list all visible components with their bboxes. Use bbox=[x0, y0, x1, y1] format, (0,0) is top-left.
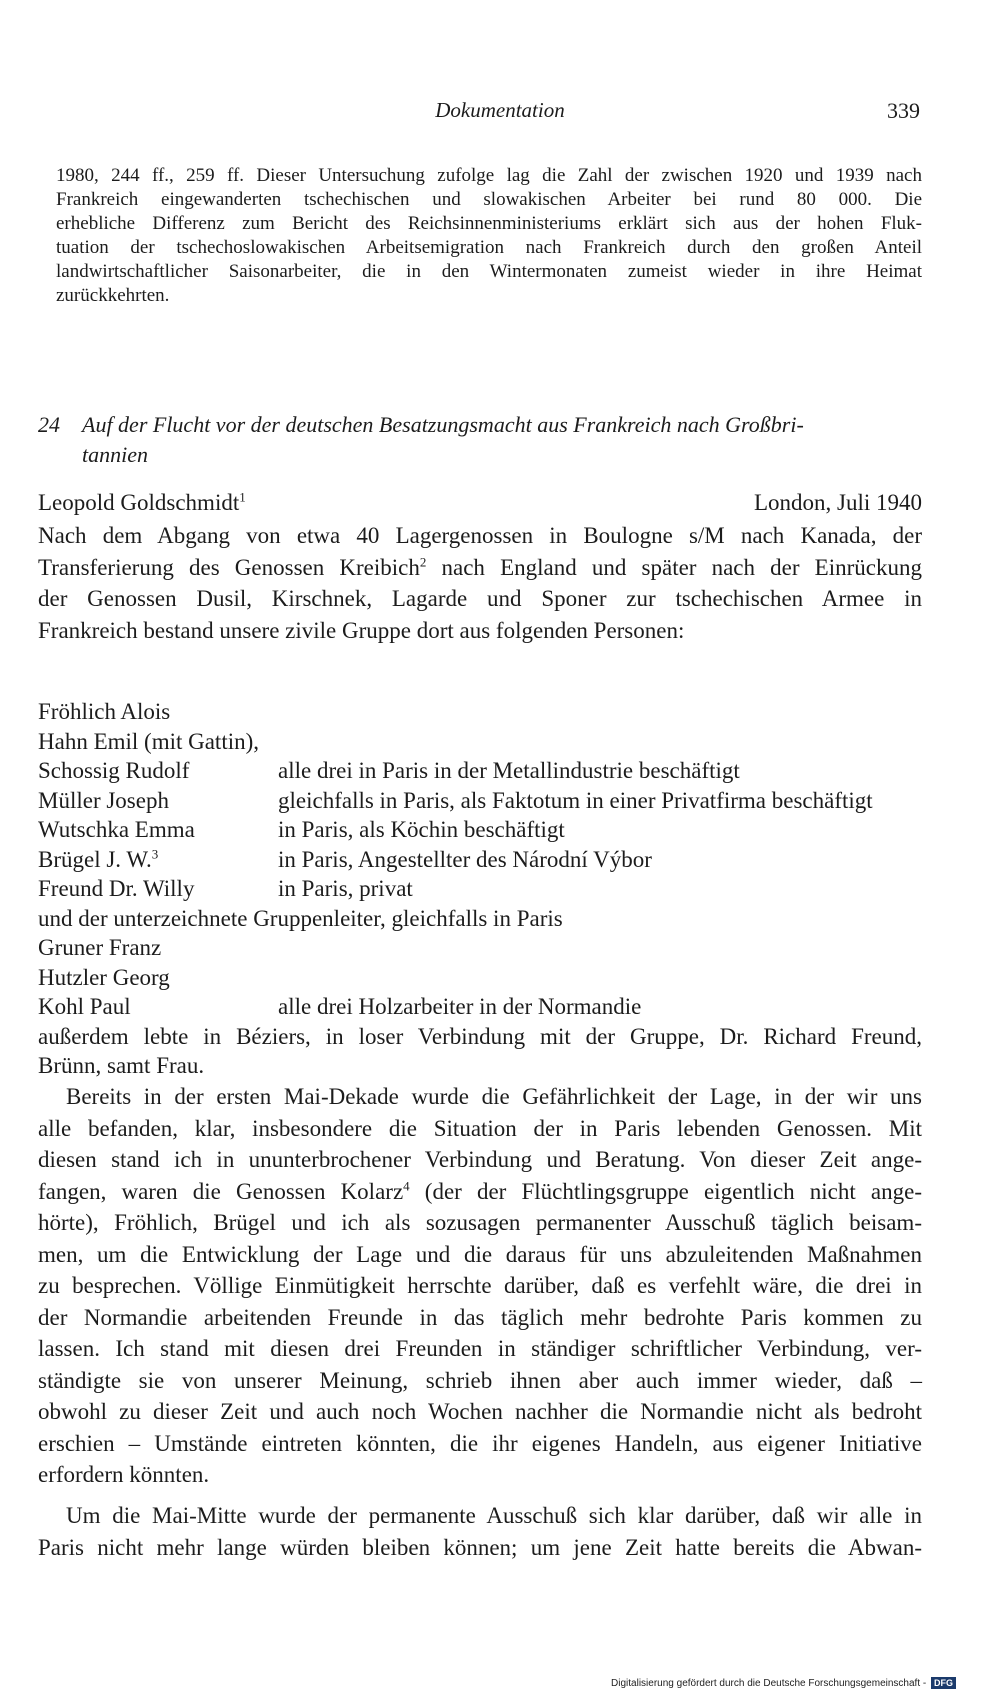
running-header-title: Dokumentation bbox=[435, 98, 565, 122]
list-item: außerdem lebte in Béziers, in loser Verbindung mit der Gruppe, Dr. Richard Freund, bbox=[38, 1023, 922, 1049]
footnote-marker: 2 bbox=[419, 553, 427, 569]
document-number: 24 bbox=[38, 412, 60, 437]
footnote-marker: 3 bbox=[151, 845, 159, 861]
document-title-line-2: tannien bbox=[82, 442, 148, 467]
footnote-line: tuation der tschechoslowakischen Arbeitsemigration nach Frankreich durch den großen Anteil bbox=[56, 237, 922, 258]
text-line: Transferierung des Genossen Kreibich$^2$ nach England und später nach der Einrückung bbox=[38, 553, 922, 580]
text-line: Um die Mai-Mitte wurde der permanente Ausschuß sich klar darüber, daß wir alle in bbox=[66, 1503, 922, 1528]
group-members-list bbox=[38, 697, 922, 1081]
footnote-line: zurückkehrten. bbox=[56, 285, 170, 306]
text-line: erschien – Umstände eintreten könnten, die ihr eigenes Handeln, aus eigener Initiative bbox=[38, 1430, 922, 1456]
list-item: und der unterzeichnete Gruppenleiter, gleichfalls in Paris bbox=[38, 905, 563, 931]
text-line: zu besprechen. Völlige Einmütigkeit herrschte darüber, daß es verfehlt wäre, die drei in bbox=[38, 1273, 922, 1298]
footnote-continuation bbox=[56, 164, 922, 308]
document-heading bbox=[38, 410, 922, 470]
list-item: Freund Dr. Willy in Paris, privat bbox=[38, 876, 413, 901]
text-line: obwohl zu dieser Zeit und auch noch Wochen nachher die Normandie nicht als bedroht bbox=[38, 1399, 922, 1424]
list-item: Hutzler Georg bbox=[38, 964, 170, 990]
text-line: Bereits in der ersten Mai-Dekade wurde die Gefährlichkeit der Lage, in der wir uns bbox=[66, 1084, 922, 1109]
intro-paragraph bbox=[38, 520, 922, 646]
text-line: alle befanden, klar, insbesondere die Situation der in Paris lebenden Genossen. Mit bbox=[38, 1115, 922, 1141]
paragraph-may-decade bbox=[38, 1081, 922, 1491]
list-item: Gruner Franz bbox=[38, 935, 162, 960]
footnote-line: erhebliche Differenz zum Bericht des Reichsinnenministeriums erklärt sich aus der hohen Fluk- bbox=[56, 213, 922, 234]
text-line: der Normandie arbeitenden Freunde in das täglich mehr bedrohte Paris kommen zu bbox=[38, 1304, 922, 1330]
list-item: Kohl Paul alle drei Holzarbeiter in der Normandie bbox=[38, 994, 642, 1019]
text-line: erfordern könnten. bbox=[38, 1462, 210, 1487]
page-number: 339 bbox=[887, 98, 920, 123]
list-item: Brügel J. W.$^3$ in Paris, Angestellter des Národní Výbor bbox=[38, 845, 652, 872]
author-name: Leopold Goldschmidt bbox=[38, 490, 240, 515]
digitization-credit: Digitalisierung gefördert durch die Deutsche Forschungsgemeinschaft - DFG bbox=[611, 1677, 956, 1689]
text-line: hörte), Fröhlich, Brügel und ich als sozusagen permanenter Ausschuß täglich beisam- bbox=[38, 1210, 922, 1235]
text-line: ständigte sie von unserer Meinung, schrieb ihnen aber auch immer wieder, daß – bbox=[38, 1367, 922, 1393]
footnote-line: Frankreich eingewanderten tschechischen und slowakischen Arbeiter bei rund 80 000. Die bbox=[56, 189, 922, 210]
text-line: lassen. Ich stand mit diesen drei Freunden in ständiger schriftlicher Verbindung, ver- bbox=[38, 1336, 922, 1361]
list-item: Müller Joseph gleichfalls in Paris, als Faktotum in einer Privatfirma beschäftigt bbox=[38, 787, 873, 813]
footnote-line: 1980, 244 ff., 259 ff. Dieser Untersuchung zufolge lag die Zahl der zwischen 1920 und 1939 nach bbox=[56, 165, 922, 186]
text-line: diesen stand ich in ununterbrochener Verbindung und Beratung. Von dieser Zeit ange- bbox=[38, 1147, 922, 1172]
place-date: London, Juli 1940 bbox=[753, 490, 922, 515]
author-row bbox=[38, 490, 922, 516]
text-line: Paris nicht mehr lange würden bleiben können; um jene Zeit hatte bereits die Abwan- bbox=[38, 1534, 922, 1560]
footnote-marker: 1 bbox=[239, 489, 246, 505]
text-line: Frankreich bestand unsere zivile Gruppe dort aus folgenden Personen: bbox=[38, 617, 685, 643]
text-line: Nach dem Abgang von etwa 40 Lagergenossen in Boulogne s/M nach Kanada, der bbox=[38, 523, 922, 548]
dfg-logo: DFG bbox=[931, 1677, 956, 1689]
list-item: Hahn Emil (mit Gattin), bbox=[38, 728, 260, 754]
list-item: Wutschka Emma in Paris, als Köchin beschäftigt bbox=[38, 817, 565, 842]
text-line: fangen, waren die Genossen Kolarz$^4$ (der der Flüchtlingsgruppe eigentlich nicht ange- bbox=[38, 1177, 922, 1204]
list-item: Fröhlich Alois bbox=[38, 699, 171, 724]
document-title-line-1: Auf der Flucht vor der deutschen Besatzungsmacht aus Frankreich nach Großbri- bbox=[82, 412, 804, 437]
footnote-marker: 4 bbox=[403, 1177, 410, 1193]
text-line: men, um die Entwicklung der Lage und die daraus für uns abzuleitenden Maßnahmen bbox=[38, 1241, 922, 1267]
list-item: Brünn, samt Frau. bbox=[38, 1053, 205, 1078]
paragraph-may-mid bbox=[38, 1500, 922, 1563]
text-line: der Genossen Dusil, Kirschnek, Lagarde und Sponer zur tschechischen Armee in bbox=[38, 586, 922, 611]
list-item: Schossig Rudolf alle drei in Paris in der Metallindustrie beschäftigt bbox=[38, 758, 740, 783]
footnote-line: landwirtschaftlicher Saisonarbeiter, die in den Wintermonaten zumeist wieder in ihre Heimat bbox=[56, 261, 922, 282]
